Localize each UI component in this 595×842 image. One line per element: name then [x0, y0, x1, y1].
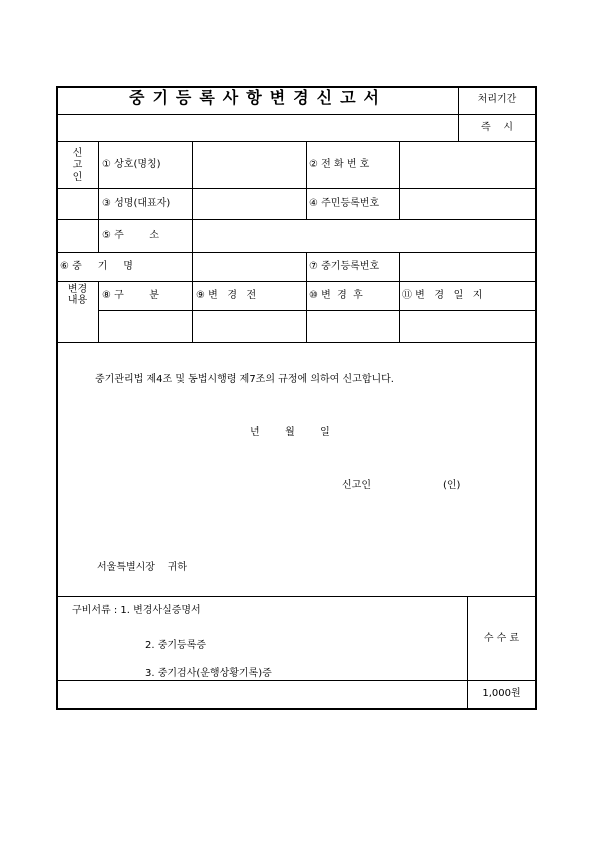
row-line-6: [57, 342, 537, 343]
change-content-label: 변경 내용: [67, 284, 88, 306]
business-name-label: ① 상호(명칭): [102, 159, 161, 170]
date-line: 년 월 일: [250, 427, 330, 438]
row-line-3: [57, 252, 537, 253]
applicant-label: 신 고 인: [72, 148, 83, 183]
row-line-4: [57, 281, 537, 282]
fee-label: 수 수 료: [483, 633, 520, 644]
col-2-divider-b: [192, 219, 193, 252]
col-4-divider: [399, 141, 400, 219]
name-rep-label: ③ 성명(대표자): [102, 198, 171, 209]
phone-label: ② 전 화 번 호: [309, 159, 370, 170]
doc-item-2: 2. 중기등록증: [145, 640, 207, 651]
change-before-header: ⑨ 변 경 전: [196, 290, 257, 301]
recipient-text: 서울특별시장 귀하: [97, 562, 187, 573]
fee-value: 1,000원: [482, 688, 521, 699]
title-midline: [57, 114, 537, 115]
col-3-divider: [306, 141, 307, 219]
col-3-divider-b: [306, 252, 307, 342]
row-line-2: [57, 219, 537, 220]
change-category-header: ⑧ 구 분: [102, 290, 159, 301]
row-line-1-left: [57, 188, 98, 189]
resident-no-label: ④ 주민등록번호: [309, 198, 380, 209]
docs-label: 구비서류 : 1. 변경사실증명서: [72, 605, 201, 616]
docs-bottom-line: [57, 680, 537, 681]
row-line-1: [98, 188, 536, 189]
reporter-label: 신고인: [342, 480, 371, 491]
equipment-reg-no-label: ⑦ 중기등록번호: [309, 261, 380, 272]
doc-item-3: 3. 중기검사(운행상황기록)증: [145, 668, 272, 679]
equipment-name-label: ⑥ 중 기 명: [60, 261, 133, 272]
title-bottom-line: [57, 141, 537, 142]
col-4-divider-b: [399, 252, 400, 342]
change-date-header: ⑪ 변 경 일 지: [402, 290, 483, 301]
col-left-divider: [98, 141, 99, 252]
processing-period-value: 즉 시: [480, 122, 514, 133]
seal-mark: (인): [443, 480, 461, 491]
col-2-divider: [192, 141, 193, 219]
processing-period-label: 처리기간: [477, 94, 517, 105]
address-label: ⑤ 주 소: [102, 230, 159, 241]
col-2-divider-c: [192, 252, 193, 342]
col-left-divider-2: [98, 281, 99, 342]
row-line-5: [98, 310, 536, 311]
border-bottom: [57, 708, 537, 710]
border-right: [535, 86, 537, 710]
change-after-header: ⑩ 변 경 후: [309, 290, 363, 301]
docs-top-line: [57, 596, 537, 597]
form-title: 중기등록사항변경신고서: [128, 88, 388, 107]
statement-text: 중기관리법 제4조 및 동법시행령 제7조의 규정에 의하여 신고합니다.: [95, 374, 394, 385]
